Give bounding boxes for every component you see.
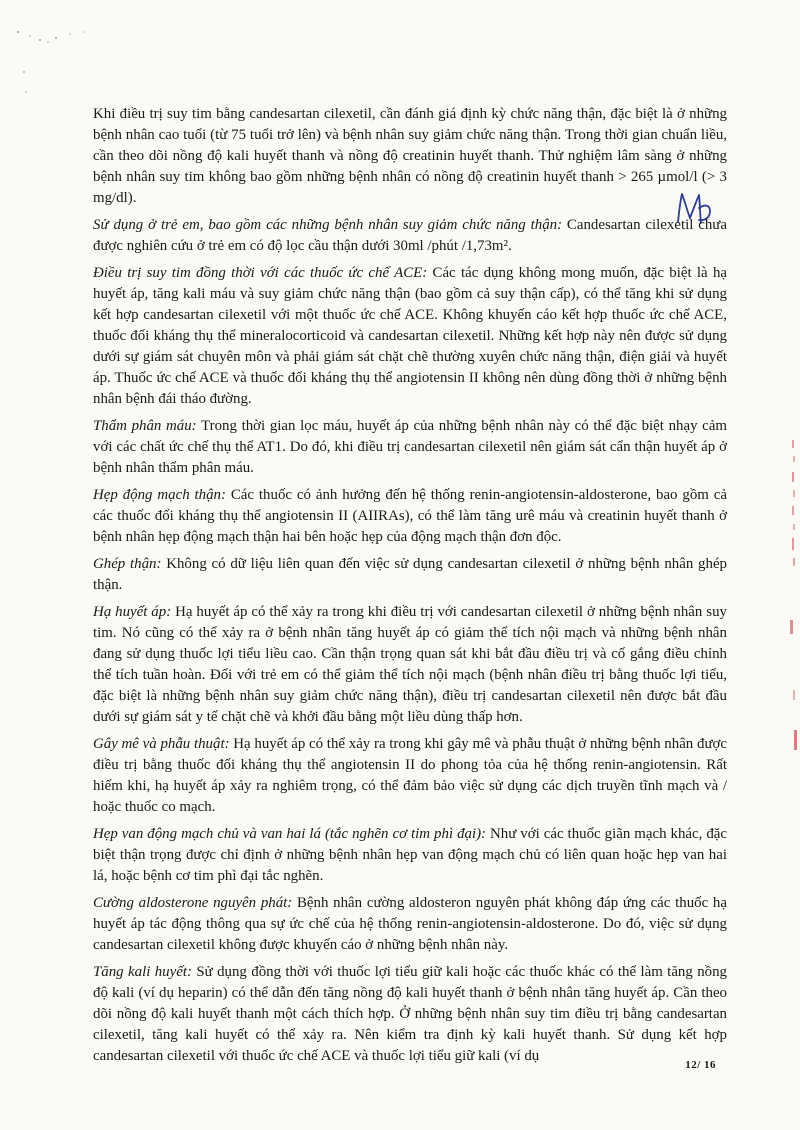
paragraph-kidney-transplant (93, 554, 727, 596)
paragraph-text: Trong thời gian lọc máu, huyết áp của những bệnh nhân này có thể đặc biệt nhạy cảm với các chất ức chế thụ thể AT1. Do đó, khi điều trị candesartan cilexetil nên giám sát cẩn thận huyết áp ở bệnh nhân thẩm phân máu. (93, 418, 727, 476)
paragraph-text: Các tác dụng không mong muốn, đặc biệt là hạ huyết áp, tăng kali máu và suy giảm chức năng thận (bao gồm cả suy thận cấp), có thể tăng khi sử dụng kết hợp candesartan cilexetil với một thuốc ức chế ACE. Không khuyến cáo kết hợp thuốc ức chế ACE, thuốc đối kháng thụ thể mineralocorticoid và candesartan cilexetil. Những kết hợp này nên được sử dụng dưới sự giám sát chuyên môn và phải giám sát chặt chẽ thường xuyên chức năng thận, điện giải và huyết áp. Thuốc ức chế ACE và thuốc đối kháng thụ thể angiotensin II không nên dùng đồng thời ở những bệnh nhân bệnh đái tháo đường. (93, 265, 728, 407)
paragraph-text: Các thuốc có ảnh hưởng đến hệ thống renin-angiotensin-aldosterone, bao gồm cả các thuốc đối kháng thụ thể angiotensin II (AIIRAs), có thể làm tăng urê máu và creatinin huyết thanh ở bệnh nhân hẹp động mạch thận hai bên hoặc hẹp của động mạch thận đơn độc. (93, 487, 727, 545)
paragraph-ace-inhibitors (93, 263, 727, 410)
paragraph-heading: Cường aldosterone nguyên phát: (93, 895, 293, 911)
paragraph-renal-monitoring (93, 104, 727, 209)
paragraph-text: Hạ huyết áp có thể xảy ra trong khi điều trị với candesartan cilexetil ở những bệnh nhân suy tim. Nó cũng có thể xảy ra ở bệnh nhân tăng huyết áp có giảm thể tích nội mạch và những bệnh nhân đang sử dụng thuốc lợi tiểu liều cao. Cần thận trọng quan sát khi bắt đầu điều trị và cố gắng điều chỉnh thể tích tuần hoàn. Đối với trẻ em có thể giảm thể tích nội mạch (bệnh nhân điều trị bằng thuốc lợi tiểu, đặc biệt là những bệnh nhân suy giảm chức năng thận), điều trị candesartan cilexetil nên được bắt đầu dưới sự giám sát y tế chặt chẽ và khởi đầu bằng một liều dùng thấp hơn. (93, 604, 727, 725)
paragraph-renal-artery-stenosis (93, 485, 727, 548)
paragraph-heading: Thẩm phân máu: (93, 418, 197, 434)
paragraph-heading: Ghép thận: (93, 556, 162, 572)
paragraph-text: Như với các thuốc giãn mạch khác, đặc biệt thận trọng được chỉ định ở những bệnh nhân hẹp van động mạch chủ có liên quan hoặc hẹp van hai lá, hoặc bệnh cơ tim phì đại tắc nghẽn. (93, 826, 727, 884)
paragraph-text: Candesartan cilexetil chưa được nghiên cứu ở trẻ em có độ lọc cầu thận dưới 30ml /phút /1,73m². (93, 217, 727, 254)
paragraph-pediatric-use (93, 215, 727, 257)
paragraph-primary-aldosteronism (93, 893, 727, 956)
paragraph-anaesthesia-surgery (93, 734, 727, 818)
paragraph-text: Khi điều trị suy tim bằng candesartan cilexetil, cần đánh giá định kỳ chức năng thận, đặc biệt là ở những bệnh nhân cao tuổi (từ 75 tuổi trở lên) và bệnh nhân suy giảm chức năng thận. Trong thời gian chuẩn liều, cần theo dõi nồng độ kali huyết thanh và nồng độ creatinin huyết thanh. Thử nghiệm lâm sàng ở những bệnh nhân suy tim không bao gồm những bệnh nhân có nồng độ creatinin huyết thanh > 265 µmol/l (> 3 mg/dl). (93, 106, 727, 206)
paragraph-text: Sử dụng đồng thời với thuốc lợi tiểu giữ kali hoặc các thuốc khác có thể làm tăng nồng độ kali (ví dụ heparin) có thể dẫn đến tăng nồng độ kali huyết thanh ở bệnh nhân tăng huyết áp. Cần theo dõi nồng độ kali huyết thanh một cách thích hợp. Ở những bệnh nhân suy tim điều trị bằng candesartan cilexetil, tăng kali huyết có thể xảy ra. Nên kiểm tra định kỳ kali huyết thanh. Sử dụng kết hợp candesartan cilexetil với thuốc ức chế ACE và thuốc lợi tiểu giữ kali (ví dụ (93, 964, 727, 1064)
paragraph-hyperkalaemia (93, 962, 727, 1067)
paragraph-text: Không có dữ liệu liên quan đến việc sử dụng candesartan cilexetil ở những bệnh nhân ghép thận. (93, 556, 727, 593)
paragraph-heading: Gây mê và phẫu thuật: (93, 736, 230, 752)
margin-bleed-marks (770, 430, 800, 770)
paragraph-heading: Hẹp động mạch thận: (93, 487, 226, 503)
paragraph-heading: Tăng kali huyết: (93, 964, 192, 980)
paragraph-valve-stenosis (93, 824, 727, 887)
paragraph-text: Hạ huyết áp có thể xảy ra trong khi gây mê và phẫu thuật ở những bệnh nhân được điều trị bằng thuốc đối kháng thụ thể angiotensin II do phong tỏa của hệ thống renin-angiotensin. Rất hiếm khi, hạ huyết áp xảy ra nghiêm trọng, có thể đảm bảo việc sử dụng các dịch truyền tĩnh mạch và / hoặc thuốc co mạch. (93, 736, 727, 815)
scan-specks (10, 20, 100, 100)
paragraph-text: Bệnh nhân cường aldosteron nguyên phát không đáp ứng các thuốc hạ huyết áp tác động thông qua sự ức chế của hệ thống renin-angiotensin-aldosterone. Do đó, việc sử dụng candesartan cilexetil không được khuyến cáo ở những bệnh nhân này. (93, 895, 727, 953)
paragraph-heading: Sử dụng ở trẻ em, bao gồm các những bệnh nhân suy giảm chức năng thận: (93, 217, 563, 233)
page-number: 12/ 16 (685, 1059, 716, 1071)
paragraph-dialysis (93, 416, 727, 479)
paragraph-heading: Hạ huyết áp: (93, 604, 172, 620)
paragraph-heading: Hẹp van động mạch chủ và van hai lá (tắc nghẽn cơ tim phì đại): (93, 826, 487, 842)
document-body (93, 104, 727, 1073)
paragraph-heading: Điều trị suy tim đồng thời với các thuốc ức chế ACE: (93, 265, 428, 281)
paragraph-hypotension (93, 602, 727, 728)
